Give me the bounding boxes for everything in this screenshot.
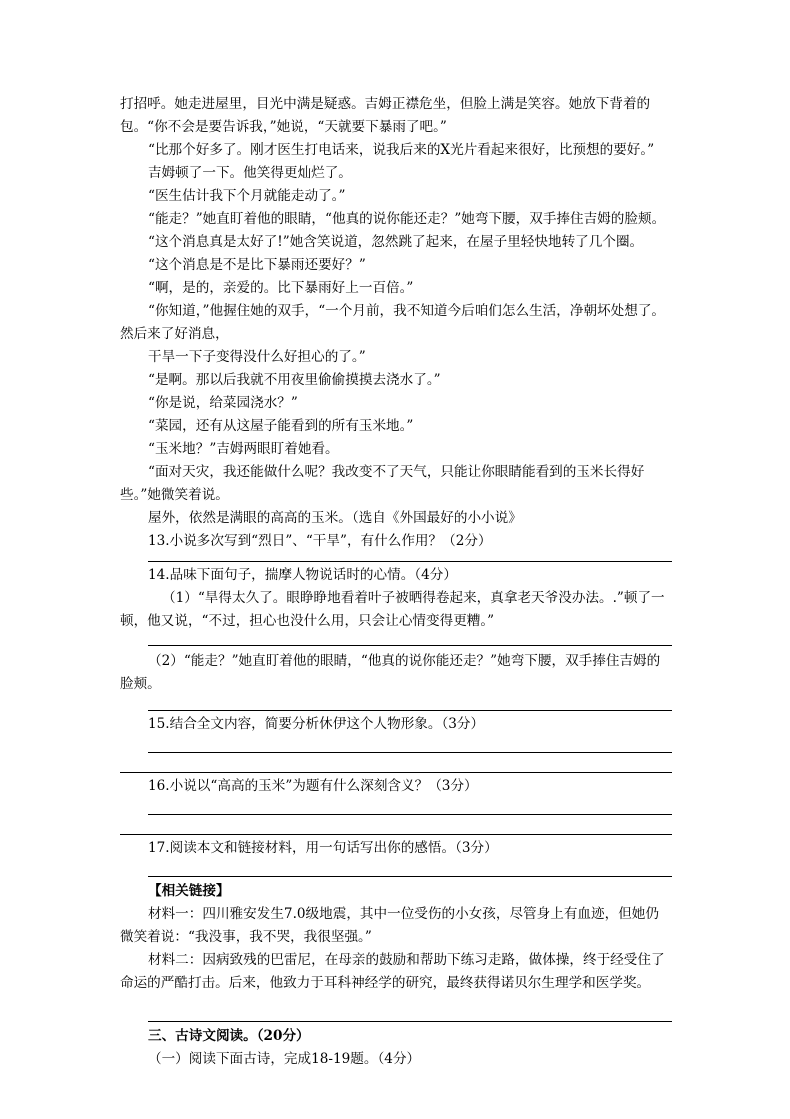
- story-paragraph: “菜园，还有从这屋子能看到的所有玉米地。”: [148, 418, 414, 434]
- question-14: 14.品味下面句子，揣摩人物说话时的心情。（4分）: [148, 567, 457, 583]
- answer-line: [120, 834, 672, 835]
- material-one: 材料一：四川雅安发生7.0级地震，其中一位受伤的小女孩，尽管身上有血迹，但她仍微笑着说：“我没事，我不哭，我很坚强。”: [120, 906, 659, 945]
- answer-line: [148, 645, 672, 646]
- story-paragraph: “你知道，”他握住她的双手，“一个月前，我不知道今后咱们怎么生活，净朝坏处想了。然后来了好消息，: [120, 303, 666, 342]
- story-paragraph: “这个消息是不是比下暴雨还要好？”: [148, 257, 366, 273]
- story-paragraph: 屋外，依然是满眼的高高的玉米。（选自《外国最好的小小说》: [148, 510, 522, 526]
- answer-line: [148, 561, 672, 562]
- story-paragraph: 干旱一下子变得没什么好担心的了。”: [148, 349, 366, 365]
- story-paragraph: 打招呼。她走进屋里，目光中满是疑惑。吉姆正襟危坐，但脸上满是笑容。她放下背着的包。“你不会是要告诉我，”她说，“天就要下暴雨了吧。”: [120, 96, 651, 135]
- question-15: 15.结合全文内容，简要分析休伊这个人物形象。（3分）: [148, 716, 485, 732]
- story-paragraph: “能走？”她直盯着他的眼睛，“他真的说你能还走？”她弯下腰，双手捧住吉姆的脸颊。: [148, 211, 666, 227]
- question-16: 16.小说以“高高的玉米”为题有什么深刻含义？（3分）: [148, 778, 478, 794]
- story-paragraph: 吉姆顿了一下。他笑得更灿烂了。: [148, 165, 352, 181]
- section-3-subtitle: （一）阅读下面古诗，完成18-19题。（4分）: [148, 1051, 421, 1067]
- story-paragraph: “比那个好多了。刚才医生打电话来，说我后来的X光片看起来很好，比预想的要好。”: [148, 142, 655, 158]
- story-paragraph: “这个消息真是太好了!”她含笑说道，忽然跳了起来，在屋子里轻快地转了几个圈。: [148, 234, 644, 250]
- story-paragraph: “玉米地？”吉姆两眼盯着她看。: [148, 441, 339, 457]
- story-paragraph: “医生估计我下个月就能走动了。”: [148, 188, 346, 204]
- exam-page: [120, 93, 672, 1071]
- answer-line: [120, 772, 672, 773]
- question-14-2: （2）“能走？”她直盯着他的眼睛，“他真的说你能还走？”她弯下腰，双手捧住吉姆的脸颊。: [120, 653, 661, 692]
- material-two: 材料二：因病致残的巴雷尼，在母亲的鼓励和帮助下练习走路，做体操，终于经受住了命运的严酷打击。后来，他致力于耳科神经学的研究，最终获得诺贝尔生理学和医学奖。: [120, 952, 665, 991]
- answer-line: [148, 710, 672, 711]
- answer-line: [148, 876, 672, 877]
- related-links-heading: 【相关链接】: [148, 883, 230, 899]
- section-3-title: 三、古诗文阅读。（20分）: [148, 1028, 310, 1044]
- question-13: 13.小说多次写到“烈日”、“干旱”，有什么作用？（2分）: [148, 533, 492, 549]
- question-17: 17.阅读本文和链接材料，用一句话写出你的感悟。（3分）: [148, 840, 498, 856]
- story-paragraph: “你是说，给菜园浇水？”: [148, 395, 298, 411]
- story-paragraph: “是啊。那以后我就不用夜里偷偷摸摸去浇水了。”: [148, 372, 441, 388]
- story-paragraph: “啊，是的，亲爱的。比下暴雨好上一百倍。”: [148, 280, 414, 296]
- answer-line: [148, 1021, 672, 1022]
- story-text: [120, 93, 672, 530]
- story-paragraph: “面对天灾，我还能做什么呢？我改变不了天气，只能让你眼睛能看到的玉米长得好些。”她微笑着说。: [120, 464, 645, 503]
- question-14-1: （1）“旱得太久了。眼睁睁地看着叶子被晒得卷起来，真拿老天爷没办法。.”顿了一顿，他又说，“不过，担心也没什么用，只会让心情变得更糟。”: [120, 590, 665, 629]
